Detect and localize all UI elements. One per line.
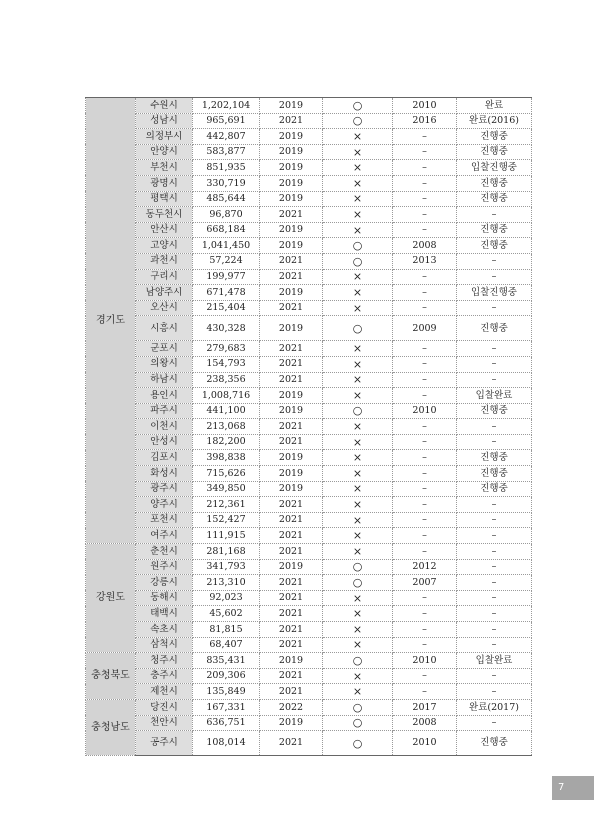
- completion-year-cell: –: [393, 269, 457, 285]
- completion-year-cell: –: [393, 191, 457, 207]
- table-row: [86, 466, 532, 482]
- completion-year-cell: 2010: [393, 731, 457, 756]
- city-name-cell: 강릉시: [136, 575, 193, 591]
- year-cell: 2021: [260, 497, 323, 513]
- table-row: [86, 253, 532, 269]
- population-cell: 341,793: [193, 559, 260, 575]
- year-cell: 2019: [260, 98, 323, 114]
- status-cell: –: [457, 684, 532, 700]
- completion-year-cell: –: [393, 684, 457, 700]
- status-cell: –: [457, 559, 532, 575]
- completion-year-cell: –: [393, 481, 457, 497]
- table-row: [86, 341, 532, 357]
- table-row: [86, 606, 532, 622]
- completion-year-cell: 2008: [393, 715, 457, 731]
- city-name-cell: 안양시: [136, 144, 193, 160]
- population-cell: 81,815: [193, 622, 260, 638]
- population-cell: 851,935: [193, 160, 260, 176]
- table-row: [86, 160, 532, 176]
- adoption-mark-cell: ×: [323, 528, 393, 544]
- population-cell: 135,849: [193, 684, 260, 700]
- year-cell: 2021: [260, 575, 323, 591]
- completion-year-cell: –: [393, 512, 457, 528]
- status-cell: 입찰진행중: [457, 285, 532, 301]
- population-cell: 1,041,450: [193, 238, 260, 254]
- year-cell: 2021: [260, 528, 323, 544]
- status-cell: –: [457, 512, 532, 528]
- population-cell: 349,850: [193, 481, 260, 497]
- status-cell: –: [457, 622, 532, 638]
- status-cell: 입찰완료: [457, 653, 532, 669]
- population-cell: 57,224: [193, 253, 260, 269]
- population-cell: 213,310: [193, 575, 260, 591]
- city-name-cell: 안산시: [136, 222, 193, 238]
- adoption-mark-cell: ○: [323, 238, 393, 254]
- status-cell: 진행중: [457, 129, 532, 145]
- completion-year-cell: 2017: [393, 699, 457, 715]
- year-cell: 2019: [260, 653, 323, 669]
- adoption-mark-cell: ○: [323, 98, 393, 114]
- completion-year-cell: –: [393, 129, 457, 145]
- year-cell: 2019: [260, 175, 323, 191]
- status-cell: –: [457, 207, 532, 223]
- population-cell: 45,602: [193, 606, 260, 622]
- city-name-cell: 태백시: [136, 606, 193, 622]
- status-cell: –: [457, 715, 532, 731]
- population-cell: 1,008,716: [193, 388, 260, 404]
- adoption-mark-cell: ○: [323, 316, 393, 341]
- city-name-cell: 속초시: [136, 622, 193, 638]
- adoption-mark-cell: ×: [323, 606, 393, 622]
- status-cell: –: [457, 341, 532, 357]
- city-name-cell: 하남시: [136, 372, 193, 388]
- adoption-mark-cell: ×: [323, 512, 393, 528]
- adoption-mark-cell: ×: [323, 372, 393, 388]
- table-row: [86, 544, 532, 560]
- table-row: [86, 512, 532, 528]
- year-cell: 2019: [260, 129, 323, 145]
- completion-year-cell: –: [393, 419, 457, 435]
- city-name-cell: 군포시: [136, 341, 193, 357]
- year-cell: 2019: [260, 388, 323, 404]
- completion-year-cell: –: [393, 606, 457, 622]
- table-row: [86, 653, 532, 669]
- status-cell: –: [457, 253, 532, 269]
- population-cell: 430,328: [193, 316, 260, 341]
- completion-year-cell: 2010: [393, 98, 457, 114]
- region-cell: 충청남도: [86, 699, 136, 755]
- adoption-mark-cell: ○: [323, 731, 393, 756]
- completion-year-cell: –: [393, 637, 457, 653]
- year-cell: 2019: [260, 466, 323, 482]
- adoption-mark-cell: ×: [323, 497, 393, 513]
- table-row: [86, 300, 532, 316]
- status-cell: –: [457, 668, 532, 684]
- table-row: [86, 699, 532, 715]
- table-row: [86, 113, 532, 129]
- year-cell: 2019: [260, 191, 323, 207]
- city-name-cell: 여주시: [136, 528, 193, 544]
- year-cell: 2019: [260, 160, 323, 176]
- population-cell: 108,014: [193, 731, 260, 756]
- adoption-mark-cell: ×: [323, 191, 393, 207]
- city-name-cell: 동두천시: [136, 207, 193, 223]
- page-number: 7: [552, 776, 594, 800]
- year-cell: 2021: [260, 590, 323, 606]
- completion-year-cell: –: [393, 175, 457, 191]
- adoption-mark-cell: ×: [323, 341, 393, 357]
- city-name-cell: 안성시: [136, 434, 193, 450]
- status-cell: –: [457, 434, 532, 450]
- adoption-mark-cell: ×: [323, 668, 393, 684]
- completion-year-cell: –: [393, 544, 457, 560]
- table-row: [86, 372, 532, 388]
- status-cell: 진행중: [457, 238, 532, 254]
- adoption-mark-cell: ○: [323, 575, 393, 591]
- city-name-cell: 수원시: [136, 98, 193, 114]
- completion-year-cell: –: [393, 160, 457, 176]
- adoption-mark-cell: ×: [323, 637, 393, 653]
- year-cell: 2019: [260, 403, 323, 419]
- population-cell: 398,838: [193, 450, 260, 466]
- adoption-mark-cell: ×: [323, 419, 393, 435]
- population-cell: 668,184: [193, 222, 260, 238]
- completion-year-cell: –: [393, 222, 457, 238]
- completion-year-cell: –: [393, 622, 457, 638]
- table-row: [86, 481, 532, 497]
- adoption-mark-cell: ○: [323, 403, 393, 419]
- city-name-cell: 당진시: [136, 699, 193, 715]
- completion-year-cell: –: [393, 668, 457, 684]
- table-row: [86, 731, 532, 756]
- adoption-mark-cell: ×: [323, 175, 393, 191]
- year-cell: 2021: [260, 434, 323, 450]
- adoption-mark-cell: ○: [323, 253, 393, 269]
- population-cell: 209,306: [193, 668, 260, 684]
- status-cell: –: [457, 544, 532, 560]
- population-cell: 671,478: [193, 285, 260, 301]
- population-cell: 152,427: [193, 512, 260, 528]
- city-name-cell: 의정부시: [136, 129, 193, 145]
- adoption-mark-cell: ×: [323, 269, 393, 285]
- adoption-mark-cell: ○: [323, 715, 393, 731]
- adoption-mark-cell: ×: [323, 356, 393, 372]
- status-cell: 완료: [457, 98, 532, 114]
- city-name-cell: 청주시: [136, 653, 193, 669]
- population-cell: 583,877: [193, 144, 260, 160]
- table-row: [86, 356, 532, 372]
- completion-year-cell: 2009: [393, 316, 457, 341]
- completion-year-cell: 2008: [393, 238, 457, 254]
- population-cell: 279,683: [193, 341, 260, 357]
- population-cell: 96,870: [193, 207, 260, 223]
- table-row: [86, 622, 532, 638]
- region-cell: 강원도: [86, 544, 136, 653]
- city-name-cell: 구리시: [136, 269, 193, 285]
- year-cell: 2021: [260, 419, 323, 435]
- year-cell: 2021: [260, 372, 323, 388]
- population-cell: 965,691: [193, 113, 260, 129]
- year-cell: 2021: [260, 253, 323, 269]
- completion-year-cell: –: [393, 528, 457, 544]
- city-name-cell: 충주시: [136, 668, 193, 684]
- table-row: [86, 316, 532, 341]
- city-name-cell: 삼척시: [136, 637, 193, 653]
- status-cell: –: [457, 606, 532, 622]
- city-name-cell: 고양시: [136, 238, 193, 254]
- status-cell: 입찰완료: [457, 388, 532, 404]
- year-cell: 2019: [260, 481, 323, 497]
- table-row: [86, 388, 532, 404]
- population-cell: 442,807: [193, 129, 260, 145]
- completion-year-cell: –: [393, 207, 457, 223]
- city-name-cell: 동해시: [136, 590, 193, 606]
- city-name-cell: 김포시: [136, 450, 193, 466]
- population-cell: 215,404: [193, 300, 260, 316]
- population-cell: 636,751: [193, 715, 260, 731]
- table-row: [86, 191, 532, 207]
- city-name-cell: 원주시: [136, 559, 193, 575]
- region-cell: 충청북도: [86, 653, 136, 700]
- population-cell: 485,644: [193, 191, 260, 207]
- completion-year-cell: 2010: [393, 653, 457, 669]
- adoption-mark-cell: ×: [323, 144, 393, 160]
- adoption-mark-cell: ○: [323, 699, 393, 715]
- population-cell: 1,202,104: [193, 98, 260, 114]
- table-row: [86, 637, 532, 653]
- year-cell: 2021: [260, 606, 323, 622]
- completion-year-cell: –: [393, 300, 457, 316]
- status-cell: 진행중: [457, 144, 532, 160]
- city-name-cell: 춘천시: [136, 544, 193, 560]
- city-name-cell: 부천시: [136, 160, 193, 176]
- completion-year-cell: –: [393, 144, 457, 160]
- year-cell: 2019: [260, 715, 323, 731]
- year-cell: 2019: [260, 285, 323, 301]
- status-cell: 진행중: [457, 222, 532, 238]
- status-cell: 진행중: [457, 191, 532, 207]
- city-name-cell: 공주시: [136, 731, 193, 756]
- adoption-mark-cell: ×: [323, 285, 393, 301]
- status-cell: –: [457, 637, 532, 653]
- status-cell: –: [457, 590, 532, 606]
- status-cell: –: [457, 356, 532, 372]
- population-cell: 441,100: [193, 403, 260, 419]
- year-cell: 2021: [260, 269, 323, 285]
- adoption-mark-cell: ×: [323, 129, 393, 145]
- city-name-cell: 제천시: [136, 684, 193, 700]
- year-cell: 2021: [260, 113, 323, 129]
- adoption-mark-cell: ×: [323, 544, 393, 560]
- adoption-mark-cell: ○: [323, 559, 393, 575]
- status-cell: –: [457, 419, 532, 435]
- city-status-table: [85, 97, 532, 756]
- completion-year-cell: –: [393, 341, 457, 357]
- status-cell: 입찰진행중: [457, 160, 532, 176]
- population-cell: 281,168: [193, 544, 260, 560]
- year-cell: 2021: [260, 731, 323, 756]
- population-cell: 835,431: [193, 653, 260, 669]
- status-cell: 진행중: [457, 403, 532, 419]
- city-name-cell: 광명시: [136, 175, 193, 191]
- adoption-mark-cell: ×: [323, 622, 393, 638]
- city-name-cell: 천안시: [136, 715, 193, 731]
- completion-year-cell: 2007: [393, 575, 457, 591]
- region-cell: 경기도: [86, 98, 136, 544]
- completion-year-cell: –: [393, 497, 457, 513]
- year-cell: 2021: [260, 512, 323, 528]
- population-cell: 92,023: [193, 590, 260, 606]
- status-cell: 진행중: [457, 481, 532, 497]
- year-cell: 2019: [260, 222, 323, 238]
- table-row: [86, 575, 532, 591]
- completion-year-cell: 2013: [393, 253, 457, 269]
- completion-year-cell: –: [393, 590, 457, 606]
- table-row: [86, 419, 532, 435]
- status-cell: –: [457, 528, 532, 544]
- population-cell: 715,626: [193, 466, 260, 482]
- year-cell: 2021: [260, 207, 323, 223]
- population-cell: 68,407: [193, 637, 260, 653]
- city-name-cell: 의왕시: [136, 356, 193, 372]
- population-cell: 330,719: [193, 175, 260, 191]
- table-row: [86, 98, 532, 114]
- adoption-mark-cell: ○: [323, 653, 393, 669]
- table-row: [86, 715, 532, 731]
- city-name-cell: 용인시: [136, 388, 193, 404]
- year-cell: 2019: [260, 316, 323, 341]
- city-name-cell: 평택시: [136, 191, 193, 207]
- city-name-cell: 남양주시: [136, 285, 193, 301]
- completion-year-cell: –: [393, 466, 457, 482]
- status-cell: 완료(2017): [457, 699, 532, 715]
- table-row: [86, 684, 532, 700]
- year-cell: 2019: [260, 559, 323, 575]
- year-cell: 2021: [260, 622, 323, 638]
- adoption-mark-cell: ×: [323, 207, 393, 223]
- adoption-mark-cell: ×: [323, 684, 393, 700]
- completion-year-cell: 2010: [393, 403, 457, 419]
- year-cell: 2019: [260, 450, 323, 466]
- adoption-mark-cell: ×: [323, 388, 393, 404]
- year-cell: 2021: [260, 341, 323, 357]
- status-cell: 진행중: [457, 731, 532, 756]
- table-row: [86, 528, 532, 544]
- adoption-mark-cell: ×: [323, 222, 393, 238]
- year-cell: 2021: [260, 684, 323, 700]
- adoption-mark-cell: ×: [323, 481, 393, 497]
- table-row: [86, 403, 532, 419]
- table-row: [86, 450, 532, 466]
- table-row: [86, 559, 532, 575]
- status-cell: 진행중: [457, 466, 532, 482]
- city-name-cell: 화성시: [136, 466, 193, 482]
- table-row: [86, 175, 532, 191]
- table-row: [86, 129, 532, 145]
- status-cell: –: [457, 497, 532, 513]
- table-row: [86, 269, 532, 285]
- adoption-mark-cell: ×: [323, 300, 393, 316]
- status-cell: 진행중: [457, 316, 532, 341]
- city-name-cell: 과천시: [136, 253, 193, 269]
- adoption-mark-cell: ×: [323, 160, 393, 176]
- adoption-mark-cell: ×: [323, 434, 393, 450]
- status-cell: –: [457, 575, 532, 591]
- population-cell: 154,793: [193, 356, 260, 372]
- year-cell: 2021: [260, 356, 323, 372]
- population-cell: 167,331: [193, 699, 260, 715]
- year-cell: 2021: [260, 668, 323, 684]
- city-name-cell: 파주시: [136, 403, 193, 419]
- completion-year-cell: –: [393, 450, 457, 466]
- city-name-cell: 양주시: [136, 497, 193, 513]
- completion-year-cell: –: [393, 356, 457, 372]
- table-row: [86, 144, 532, 160]
- completion-year-cell: –: [393, 388, 457, 404]
- status-cell: –: [457, 300, 532, 316]
- status-cell: –: [457, 269, 532, 285]
- adoption-mark-cell: ×: [323, 466, 393, 482]
- status-cell: 완료(2016): [457, 113, 532, 129]
- adoption-mark-cell: ○: [323, 113, 393, 129]
- city-name-cell: 시흥시: [136, 316, 193, 341]
- table-row: [86, 590, 532, 606]
- table-row: [86, 238, 532, 254]
- population-cell: 199,977: [193, 269, 260, 285]
- city-name-cell: 성남시: [136, 113, 193, 129]
- completion-year-cell: 2016: [393, 113, 457, 129]
- adoption-mark-cell: ×: [323, 590, 393, 606]
- year-cell: 2022: [260, 699, 323, 715]
- table-row: [86, 222, 532, 238]
- completion-year-cell: –: [393, 434, 457, 450]
- population-cell: 213,068: [193, 419, 260, 435]
- population-cell: 212,361: [193, 497, 260, 513]
- table-row: [86, 434, 532, 450]
- table-row: [86, 207, 532, 223]
- city-name-cell: 포천시: [136, 512, 193, 528]
- completion-year-cell: –: [393, 372, 457, 388]
- table-row: [86, 285, 532, 301]
- table-row: [86, 497, 532, 513]
- completion-year-cell: 2012: [393, 559, 457, 575]
- status-cell: 진행중: [457, 450, 532, 466]
- city-name-cell: 오산시: [136, 300, 193, 316]
- adoption-mark-cell: ×: [323, 450, 393, 466]
- population-cell: 111,915: [193, 528, 260, 544]
- year-cell: 2019: [260, 144, 323, 160]
- year-cell: 2019: [260, 238, 323, 254]
- status-cell: –: [457, 372, 532, 388]
- table-row: [86, 668, 532, 684]
- year-cell: 2021: [260, 637, 323, 653]
- population-cell: 182,200: [193, 434, 260, 450]
- city-name-cell: 광주시: [136, 481, 193, 497]
- city-name-cell: 이천시: [136, 419, 193, 435]
- population-cell: 238,356: [193, 372, 260, 388]
- status-cell: 진행중: [457, 175, 532, 191]
- completion-year-cell: –: [393, 285, 457, 301]
- year-cell: 2021: [260, 544, 323, 560]
- year-cell: 2021: [260, 300, 323, 316]
